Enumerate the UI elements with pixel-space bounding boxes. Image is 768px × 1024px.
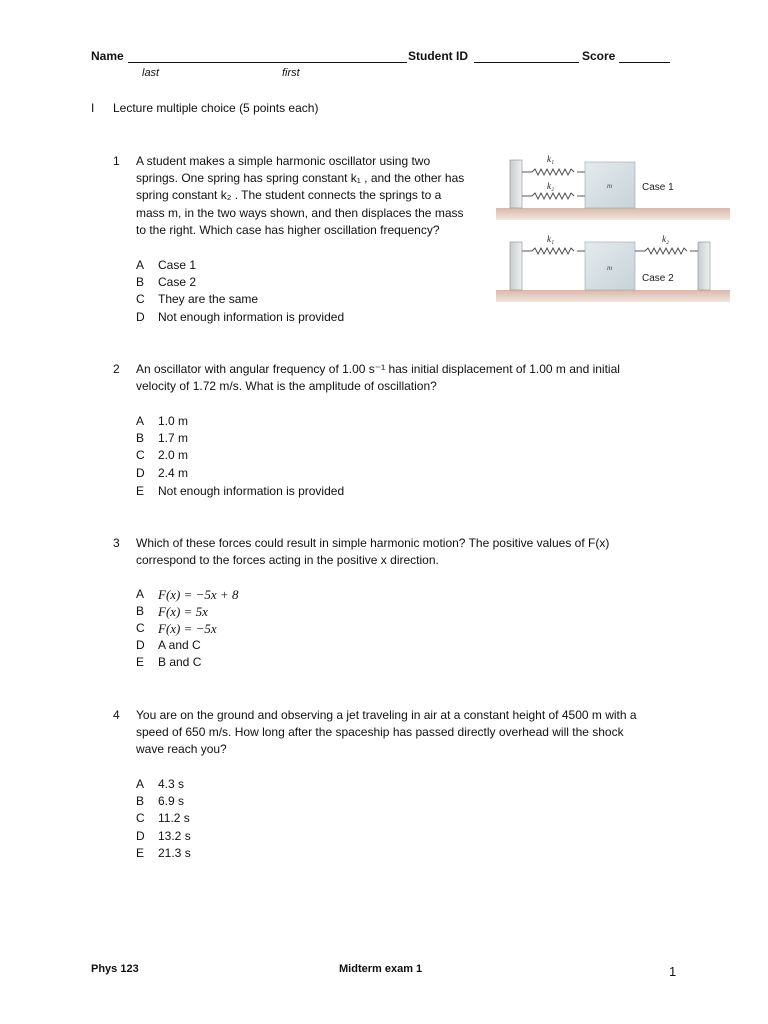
student-id-label: Student ID [408, 49, 468, 63]
label-k1-case-2: k₁ [547, 234, 555, 244]
page-number: 1 [669, 964, 677, 979]
question-line: spring constant k₂ . The student connects the springs to a [136, 188, 442, 203]
wall-case-1 [510, 160, 522, 208]
question-line: mass m, in the two ways shown, and then displaces the mass [136, 205, 464, 220]
first-name-caption: first [282, 67, 300, 79]
question-text [136, 361, 676, 395]
wall-right-case-2 [698, 242, 710, 290]
question-text [136, 153, 486, 239]
label-case-1: Case 1 [642, 182, 674, 193]
spring-figure [496, 150, 730, 302]
question-text [136, 707, 681, 759]
footer-course: Phys 123 [91, 963, 139, 975]
question-number: 1 [113, 154, 120, 168]
question-line: springs. One spring has spring constant k₁ , and the other has [136, 171, 465, 186]
question-line: wave reach you? [136, 742, 227, 757]
score-label: Score [582, 49, 616, 63]
spring-k1-case-1 [532, 169, 574, 175]
score-field[interactable] [619, 62, 670, 63]
question-line: An oscillator with angular frequency of 1.00 s⁻¹ has initial displacement of 1.00 m and initial [136, 362, 620, 376]
question-line: to the right. Which case has higher oscillation frequency? [136, 222, 440, 237]
question-line: speed of 650 m/s. How long after the spaceship has passed directly overhead will the shock [136, 725, 624, 740]
question-number: 4 [113, 708, 120, 722]
label-mass-case-1: m [607, 182, 613, 190]
name-label: Name [91, 49, 124, 63]
section-title: Lecture multiple choice (5 points each) [113, 101, 319, 115]
floor-case-2 [496, 290, 730, 302]
spring-k2-case-2 [645, 248, 687, 254]
question-text [136, 535, 676, 569]
last-name-caption: last [142, 67, 160, 79]
label-mass-case-2: m [607, 264, 613, 272]
footer-exam-title: Midterm exam 1 [339, 963, 423, 975]
question-line: correspond to the forces acting in the positive x direction. [136, 553, 439, 568]
floor-case-1 [496, 208, 730, 220]
label-k1-case-1: k₁ [547, 154, 555, 164]
question-number: 3 [113, 536, 120, 550]
spring-k2-case-1 [532, 193, 574, 199]
wall-left-case-2 [510, 242, 522, 290]
name-field[interactable] [128, 62, 407, 63]
question-line: velocity of 1.72 m/s. What is the amplitude of oscillation? [136, 379, 437, 394]
label-k2-case-2: k₂ [662, 234, 670, 244]
label-k2-case-1: k₂ [547, 181, 555, 191]
question-line: Which of these forces could result in simple harmonic motion? The positive values of F(x) [136, 536, 610, 550]
spring-k1-case-2 [532, 248, 574, 254]
student-id-field[interactable] [474, 62, 579, 63]
question-line: You are on the ground and observing a jet traveling in air at a constant height of 4500 m with a [136, 708, 637, 722]
question-number: 2 [113, 362, 120, 376]
section-number: I [91, 101, 95, 115]
question-line: A student makes a simple harmonic oscillator using two [136, 154, 431, 168]
label-case-2: Case 2 [642, 273, 674, 284]
